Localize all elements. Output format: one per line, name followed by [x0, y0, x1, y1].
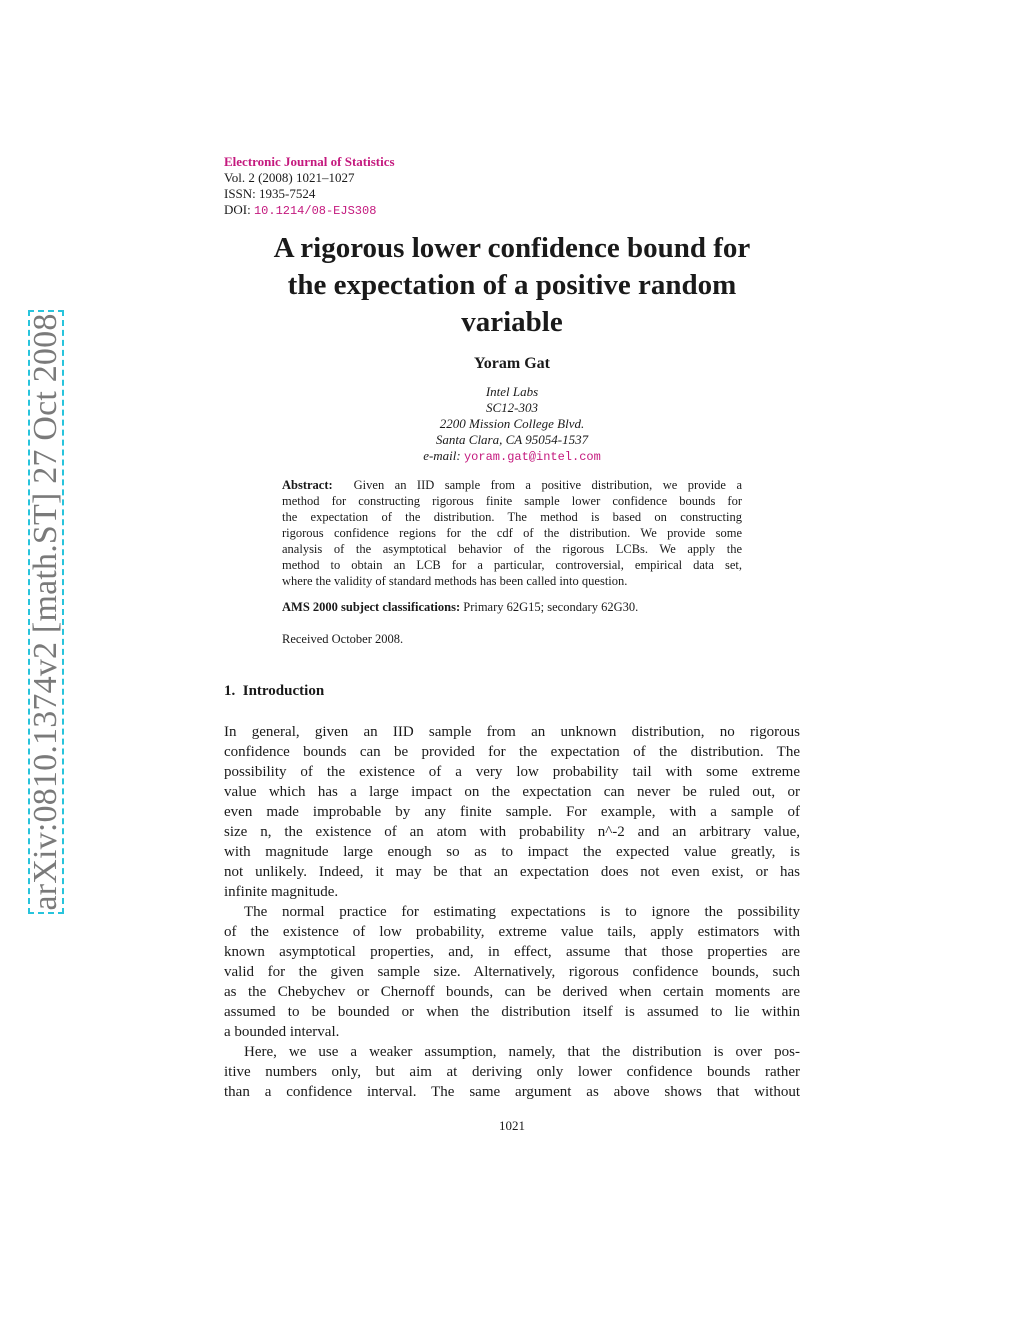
body-line: itive numbers only, but aim at deriving only lower confidence bounds rather [224, 1064, 800, 1080]
affiliation-line: Santa Clara, CA 95054-1537 [435, 432, 589, 447]
body-line: of the existence of low probability, extreme value tails, apply estimators with [224, 924, 800, 940]
body-line: confidence bounds can be provided for the expectation of the distribution. The [224, 744, 800, 760]
affiliation-line: Intel Labs [485, 384, 539, 399]
body-line: a bounded interval. [224, 1024, 340, 1040]
ams-text: Primary 62G15; secondary 62G30. [460, 600, 639, 614]
body-line: valid for the given sample size. Alternatively, rigorous confidence bounds, such [224, 964, 800, 980]
abstract-line: rigorous confidence regions for the cdf of the distribution. We provide some [282, 526, 742, 540]
abstract-line [282, 477, 742, 493]
abstract-text: Given an IID sample from a positive distribution, we provide a [353, 478, 742, 492]
email-label: e-mail: [423, 448, 464, 463]
body-line: size n, the existence of an atom with probability n^-2 and an arbitrary value, [224, 824, 800, 840]
title-line: variable [461, 306, 563, 338]
title-line: A rigorous lower confidence bound for [273, 232, 751, 264]
doi-label: DOI: [224, 202, 254, 217]
abstract-line: method to obtain an LCB for a particular, controversial, empirical data set, [282, 558, 742, 572]
body-line: with magnitude large enough so as to impact the expected value greatly, is [224, 844, 800, 860]
body-text [224, 722, 800, 1102]
abstract-line: method for constructing rigorous finite sample lower confidence bounds for [282, 494, 742, 508]
paper-title [224, 230, 800, 341]
abstract-line: analysis of the asymptotical behavior of the rigorous LCBs. We apply the [282, 542, 742, 556]
ams-classifications [282, 600, 742, 615]
title-line: the expectation of a positive random [287, 269, 737, 301]
email-line [224, 448, 800, 465]
journal-name[interactable]: Electronic Journal of Statistics [224, 154, 395, 169]
body-line: than a confidence interval. The same argument as above shows that without [224, 1084, 800, 1100]
arxiv-identifier: arXiv:0810.1374v2 [math.ST] 27 Oct 2008 [27, 313, 64, 911]
body-line: known asymptotical properties, and, in effect, assume that those properties are [224, 944, 800, 960]
abstract [282, 477, 742, 589]
abstract-line: where the validity of standard methods has been called into question. [282, 574, 628, 588]
body-line: assumed to be bounded or when the distribution itself is assumed to lie within [224, 1004, 800, 1020]
section-heading [224, 683, 324, 700]
affiliation-line: SC12-303 [486, 400, 538, 415]
body-line: The normal practice for estimating expectations is to ignore the possibility [244, 904, 800, 920]
body-line: value which has a large impact on the expectation can never be ruled out, or [224, 784, 800, 800]
journal-issn: ISSN: 1935-7524 [224, 186, 316, 201]
abstract-line: the expectation of the distribution. The method is based on constructing [282, 510, 742, 524]
author-affiliation [224, 384, 800, 465]
author-name: Yoram Gat [474, 355, 550, 372]
ams-label: AMS 2000 subject classifications: [282, 600, 461, 614]
body-line: as the Chebychev or Chernoff bounds, can be derived when certain moments are [224, 984, 800, 1000]
doi-link[interactable]: 10.1214/08-EJS308 [253, 204, 377, 218]
journal-volume: Vol. 2 (2008) 1021–1027 [224, 170, 355, 185]
body-line: even made improbable by any finite sample. For example, with a sample of [224, 804, 800, 820]
email-link[interactable]: yoram.gat@intel.com [463, 450, 601, 464]
arxiv-stamp [28, 310, 64, 914]
page-number: 1021 [499, 1118, 525, 1133]
body-line: possibility of the existence of a very low probability tail with some extreme [224, 764, 800, 780]
received-date: Received October 2008. [282, 632, 404, 646]
affiliation-line: 2200 Mission College Blvd. [439, 416, 585, 431]
abstract-label: Abstract: [282, 478, 333, 492]
journal-header [224, 154, 395, 219]
section-number: 1. [224, 683, 236, 699]
body-line: not unlikely. Indeed, it may be that an expectation does not even exist, or has [224, 864, 800, 880]
body-line: Here, we use a weaker assumption, namely, that the distribution is over pos- [244, 1044, 800, 1060]
body-line: In general, given an IID sample from an unknown distribution, no rigorous [224, 724, 800, 740]
journal-doi [224, 202, 395, 219]
section-title: Introduction [242, 683, 325, 699]
body-line: infinite magnitude. [224, 884, 339, 900]
